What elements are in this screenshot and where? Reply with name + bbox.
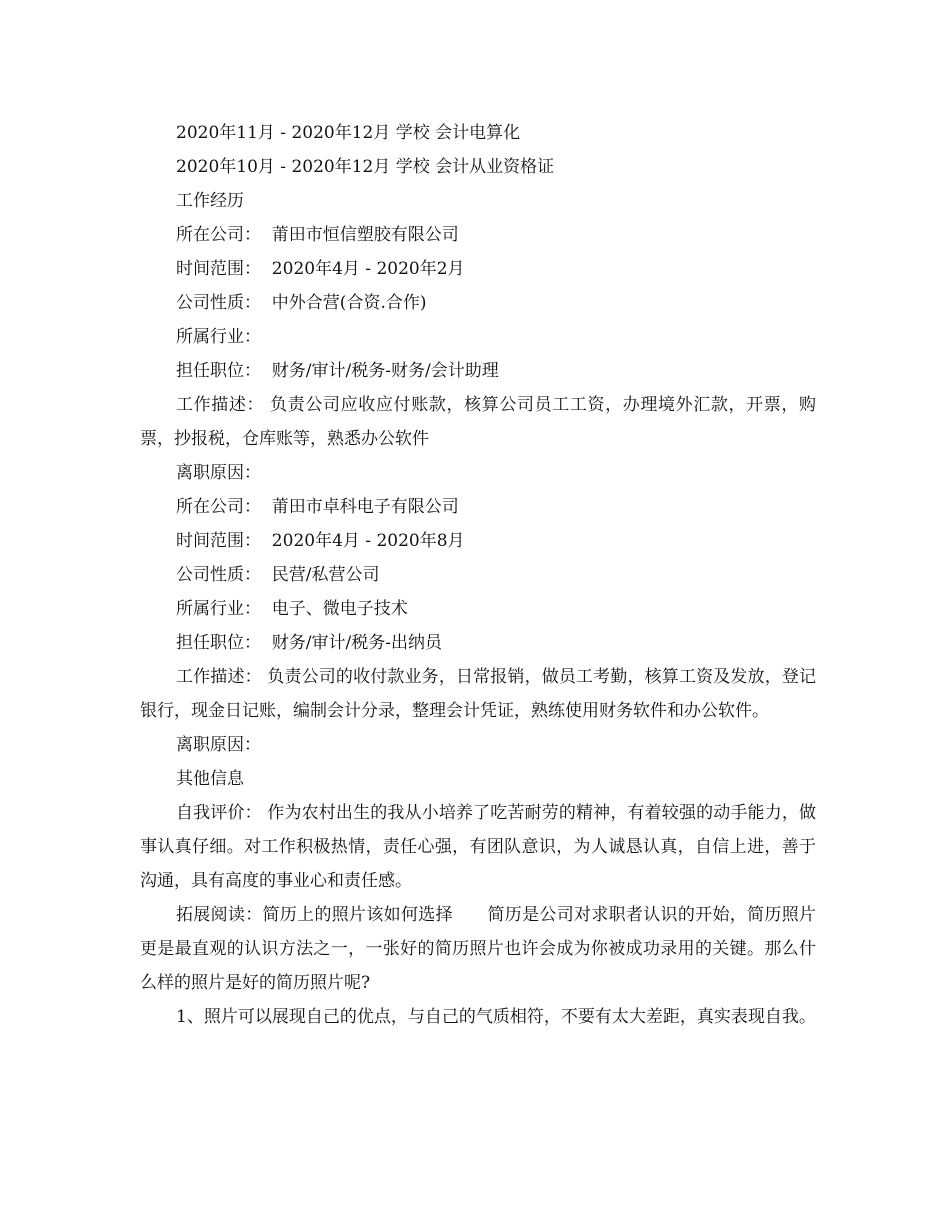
company-1-leave-reason: 离职原因：	[176, 463, 261, 483]
company-1-description: 工作描述： 负责公司应收应付账款，核算公司员工工资，办理境外汇款，开票，购票，抄报税，仓库账等，熟悉办公软件	[140, 395, 816, 449]
document-body	[140, 116, 816, 1034]
company-2-name: 所在公司： 莆田市卓科电子有限公司	[176, 497, 459, 517]
company-1-name: 所在公司： 莆田市恒信塑胶有限公司	[176, 225, 459, 245]
company-1-nature: 公司性质： 中外合营(合资.合作)	[176, 293, 427, 313]
section-heading-work: 工作经历	[176, 191, 244, 211]
company-2-leave-reason: 离职原因：	[176, 735, 261, 755]
education-line-1: 2020年11月 - 2020年12月 学校 会计电算化	[176, 123, 521, 143]
photo-tip-1: 1、照片可以展现自己的优点，与自己的气质相符，不要有太大差距，真实表现自我。	[176, 1007, 816, 1027]
company-1-industry: 所属行业：	[176, 327, 261, 347]
company-1-period: 时间范围： 2020年4月 - 2020年2月	[176, 259, 465, 279]
company-2-period: 时间范围： 2020年4月 - 2020年8月	[176, 531, 465, 551]
extended-reading: 拓展阅读：简历上的照片该如何选择 简历是公司对求职者认识的开始，简历照片更是最直观的认识方法之一，一张好的简历照片也许会成为你被成功录用的关键。那么什么样的照片是好的简历照片呢?	[140, 905, 816, 993]
company-1-position: 担任职位： 财务/审计/税务-财务/会计助理	[176, 361, 499, 381]
company-2-position: 担任职位： 财务/审计/税务-出纳员	[176, 633, 443, 653]
company-2-industry: 所属行业： 电子、微电子技术	[176, 599, 408, 619]
self-evaluation: 自我评价： 作为农村出生的我从小培养了吃苦耐劳的精神，有着较强的动手能力，做事认真仔细。对工作积极热情，责任心强，有团队意识，为人诚恳认真，自信上进，善于沟通，具有高度的事业心和责任感。	[140, 803, 816, 891]
company-2-nature: 公司性质： 民营/私营公司	[176, 565, 380, 585]
section-heading-other: 其他信息	[176, 769, 244, 789]
education-line-2: 2020年10月 - 2020年12月 学校 会计从业资格证	[176, 157, 555, 177]
company-2-description: 工作描述： 负责公司的收付款业务，日常报销，做员工考勤，核算工资及发放，登记银行，现金日记账，编制会计分录，整理会计凭证，熟练使用财务软件和办公软件。	[140, 667, 816, 721]
